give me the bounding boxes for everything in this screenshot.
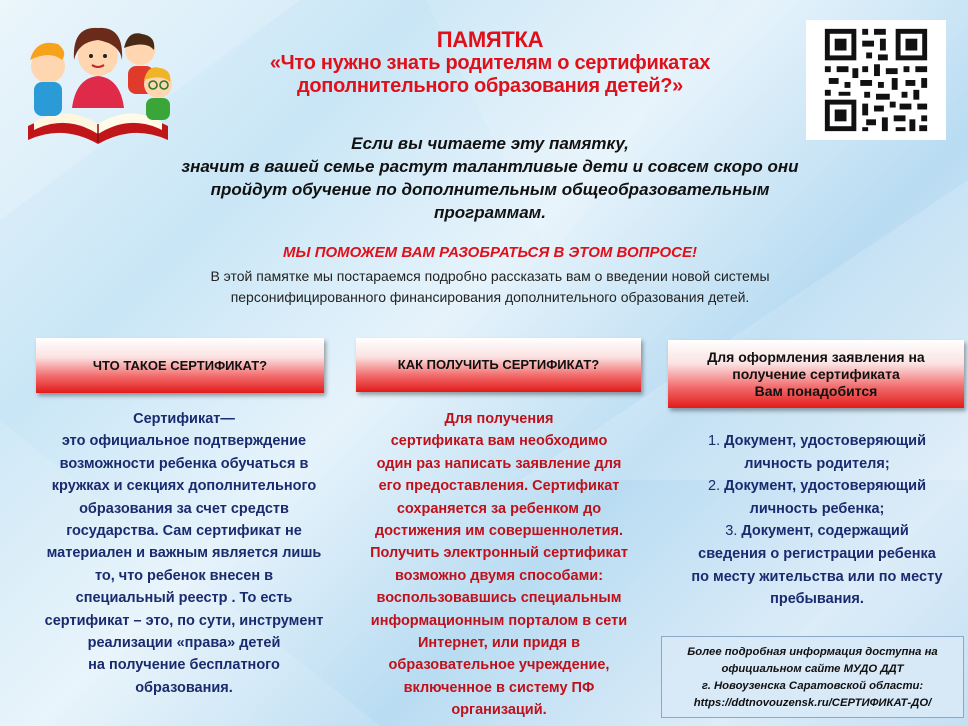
required-documents-list xyxy=(672,430,962,611)
col1-line: возможности ребенка обучаться в xyxy=(59,455,309,472)
document-item-number: 2. xyxy=(708,478,721,495)
document-item-text: Документ, удостоверяющий xyxy=(724,433,926,449)
col2-header-label: КАК ПОЛУЧИТЬ СЕРТИФИКАТ? xyxy=(397,357,600,372)
family-reading-book-illustration xyxy=(18,8,178,150)
col2-text xyxy=(346,408,652,722)
document-item-text: Документ, содержащий xyxy=(741,523,909,540)
col1-line: на получение бесплатного xyxy=(88,657,280,674)
info-line: г. Новоузенска Саратовской области: xyxy=(701,680,924,692)
document-item xyxy=(672,475,962,498)
col1-line: Сертификат— xyxy=(133,411,235,427)
description-line: В этой памятке мы постараемся подробно рассказать вам о введении новой системы xyxy=(210,268,770,284)
page-title xyxy=(250,28,730,98)
col1-line: образования. xyxy=(135,679,233,696)
col1-line: государства. Сам сертификат не xyxy=(66,523,302,540)
title-subtitle-line2: дополнительного образования детей?» xyxy=(296,75,684,97)
col2-line: информационным порталом в сети xyxy=(370,612,628,629)
document-item-number: 3. xyxy=(725,523,738,540)
col1-text xyxy=(24,408,344,699)
col1-line: материален и важным является лишь xyxy=(46,545,322,562)
col2-line: Интернет, или придя в xyxy=(417,635,581,652)
col1-line: специальный реестр . То есть xyxy=(75,590,293,607)
description-line: персонифицированного финансирования дополнительного образования детей. xyxy=(230,289,750,305)
document-item-text: Документ, удостоверяющий xyxy=(724,478,926,495)
col1-line: реализации «права» детей xyxy=(87,635,281,652)
info-line: Более подробная информация доступна на xyxy=(687,646,938,658)
col3-header xyxy=(668,340,964,408)
col2-line: достижения им совершеннолетия. xyxy=(374,523,624,540)
document-item-text: личность ребенка; xyxy=(749,500,885,517)
col2-header xyxy=(356,338,641,392)
col3-header-line: получение сертификата xyxy=(732,365,900,382)
col3-header-line: Вам понадобится xyxy=(754,382,878,399)
col1-header-label: ЧТО ТАКОЕ СЕРТИФИКАТ? xyxy=(92,357,268,373)
col2-line: образовательное учреждение, xyxy=(388,657,610,674)
intro-line: пройдут обучение по дополнительным общеобразовательным xyxy=(210,180,770,199)
col1-line: сертификат – это, по сути, инструмент xyxy=(44,612,324,629)
title-subtitle-line1: «Что нужно знать родителям о сертификатах xyxy=(269,52,711,74)
document-item-text: личность родителя; xyxy=(744,455,890,472)
col2-line: включенное в систему ПФ xyxy=(403,679,595,696)
col1-line: образования за счет средств xyxy=(79,500,289,517)
info-website-link[interactable]: https://ddtnovouzensk.ru/СЕРТИФИКАТ-ДО/ xyxy=(693,697,932,709)
col1-header xyxy=(36,338,324,393)
col2-line: возможно двумя способами: xyxy=(394,567,604,584)
document-item xyxy=(672,520,962,543)
document-item-text: сведения о регистрации ребенка xyxy=(698,545,936,562)
document-item-text: пребывания. xyxy=(770,591,864,608)
intro-text xyxy=(120,132,860,224)
intro-line: значит в вашей семье растут талантливые дети и совсем скоро они xyxy=(181,157,799,176)
col1-line: кружках и секциях дополнительного xyxy=(51,478,317,495)
description-text xyxy=(100,266,880,308)
col3-header-line: Для оформления заявления на xyxy=(707,348,925,365)
intro-line: Если вы читаете эту памятку, xyxy=(351,134,629,153)
col2-line: сертификата вам необходимо xyxy=(390,433,608,450)
document-item-number: 1. xyxy=(708,433,721,449)
col2-line: Для получения xyxy=(444,411,554,427)
qr-code-icon xyxy=(817,21,935,139)
info-line: официальном сайте МУДО ДДТ xyxy=(721,663,904,675)
title-main: ПАМЯТКА xyxy=(436,27,544,52)
document-item xyxy=(672,430,962,453)
col1-line: то, что ребенок внесен в xyxy=(94,567,274,584)
callout-text: МЫ ПОМОЖЕМ ВАМ РАЗОБРАТЬСЯ В ЭТОМ ВОПРОСЕ! xyxy=(283,244,697,261)
col2-line: сохраняется за ребенком до xyxy=(396,500,602,517)
col2-line: его предоставления. Сертификат xyxy=(378,478,620,495)
more-info-box xyxy=(661,636,964,718)
col2-line: организаций. xyxy=(451,702,547,719)
col2-line: воспользовавшись специальным xyxy=(376,590,622,607)
col2-line: один раз написать заявление для xyxy=(376,455,622,472)
qr-code-box[interactable] xyxy=(806,20,946,140)
col2-line: Получить электронный сертификат xyxy=(370,545,628,562)
col1-line: это официальное подтверждение xyxy=(61,433,307,450)
intro-line: программам. xyxy=(434,203,546,222)
document-item-text: по месту жительства или по месту xyxy=(691,568,943,585)
